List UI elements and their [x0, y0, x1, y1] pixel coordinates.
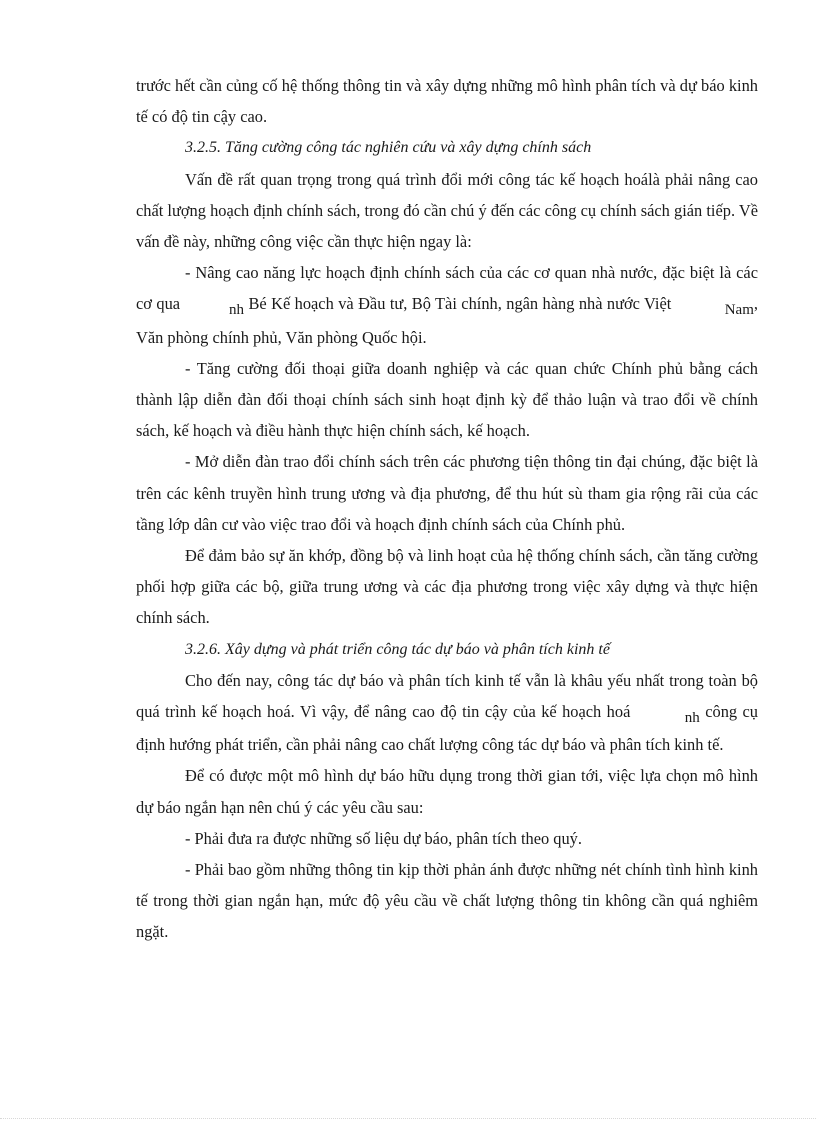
- bullet-capacity-fragment-1: nh: [229, 302, 245, 319]
- paragraph-forecast-weakness: [136, 665, 758, 761]
- paragraph-policy-importance: Vấn đề rất quan trọng trong quá trình đổi mới công tác kế hoạch hoálà phải nâng cao chất lượng hoạch định chính sách, trong đó cần chú ý đến các công cụ chính sách gián tiếp. Về vấn đề này, những công việc cần thực hiện ngay là:: [136, 169, 758, 252]
- forecast-weakness-part-2: công cụ định hướng phát triển, cần phải nâng cao chất lượng công tác dự báo và phân tích kinh tế.: [136, 702, 758, 755]
- forecast-weakness-part-1: Cho đến nay, công tác dự báo và phân tích kinh tế vẫn là khâu yếu nhất trong toàn bộ quá trình kế hoạch hoá. Vì vậy, để nâng cao độ tin cậy của kế hoạch hoá: [136, 670, 758, 722]
- bullet-capacity-part-2: Bé Kế hoạch và Đầu tư, Bộ Tài chính, ngân hàng nhà nước Việt: [244, 294, 676, 314]
- paragraph-intro-continuation: trước hết cần củng cố hệ thống thông tin và xây dựng những mô hình phân tích và dự báo kinh tế có độ tin cậy cao.: [136, 76, 758, 127]
- section-heading-3-2-5: 3.2.5. Tăng cường công tác nghiên cứu và xây dựng chính sách: [185, 139, 592, 157]
- bullet-capacity-fragment-2: Nam: [724, 302, 754, 319]
- bullet-capacity-part-1: - Nâng cao năng lực hoạch định chính sách của các cơ quan nhà nước, đặc biệt là các cơ qua: [136, 263, 758, 314]
- bullet-capacity-part-3: , Văn phòng chính phủ, Văn phòng Quốc hội.: [136, 294, 758, 347]
- paragraph-bullet-capacity: [136, 257, 758, 353]
- paragraph-model-requirements: Để có được một mô hình dự báo hữu dụng trong thời gian tới, việc lựa chọn mô hình dự báo ngắn hạn nên chú ý các yêu cầu sau:: [136, 766, 758, 817]
- paragraph-coordination: Để đảm bảo sự ăn khớp, đồng bộ và linh hoạt của hệ thống chính sách, cần tăng cường phối hợp giữa các bộ, giữa trung ương và các địa phương trong việc xây dựng và thực hiện chính sách.: [136, 546, 758, 628]
- paragraph-bullet-media-forum: - Mở diễn đàn trao đổi chính sách trên các phương tiện thông tin đại chúng, đặc biệt là trên các kênh truyền hình trung ương và địa phương, để thu hút sù tham gia rộng rãi của các tầng lớp dân cư vào việc trao đổi và hoạch định chính sách của Chính phủ.: [136, 452, 758, 534]
- page-bottom-divider: [0, 1118, 816, 1119]
- paragraph-bullet-quarterly: - Phải đưa ra được những số liệu dự báo, phân tích theo quý.: [185, 828, 582, 848]
- paragraph-bullet-timely-info: - Phải bao gồm những thông tin kịp thời phản ánh được những nét chính tình hình kinh tế trong thời gian ngắn hạn, mức độ yêu cầu về chất lượng thông tin không cần quá nghiêm ngặt.: [136, 860, 758, 942]
- forecast-weakness-fragment: nh: [684, 710, 700, 727]
- section-heading-3-2-6: 3.2.6. Xây dựng và phát triển công tác dự báo và phân tích kinh tế: [185, 640, 610, 658]
- paragraph-bullet-dialogue: - Tăng cường đối thoại giữa doanh nghiệp và các quan chức Chính phủ bằng cách thành lập diễn đàn đối thoại chính sách sinh hoạt định kỳ để thảo luận và trao đổi về chính sách, kế hoạch và điều hành thực hiện chính sách, kế hoạch.: [136, 358, 758, 441]
- document-page: [136, 70, 758, 948]
